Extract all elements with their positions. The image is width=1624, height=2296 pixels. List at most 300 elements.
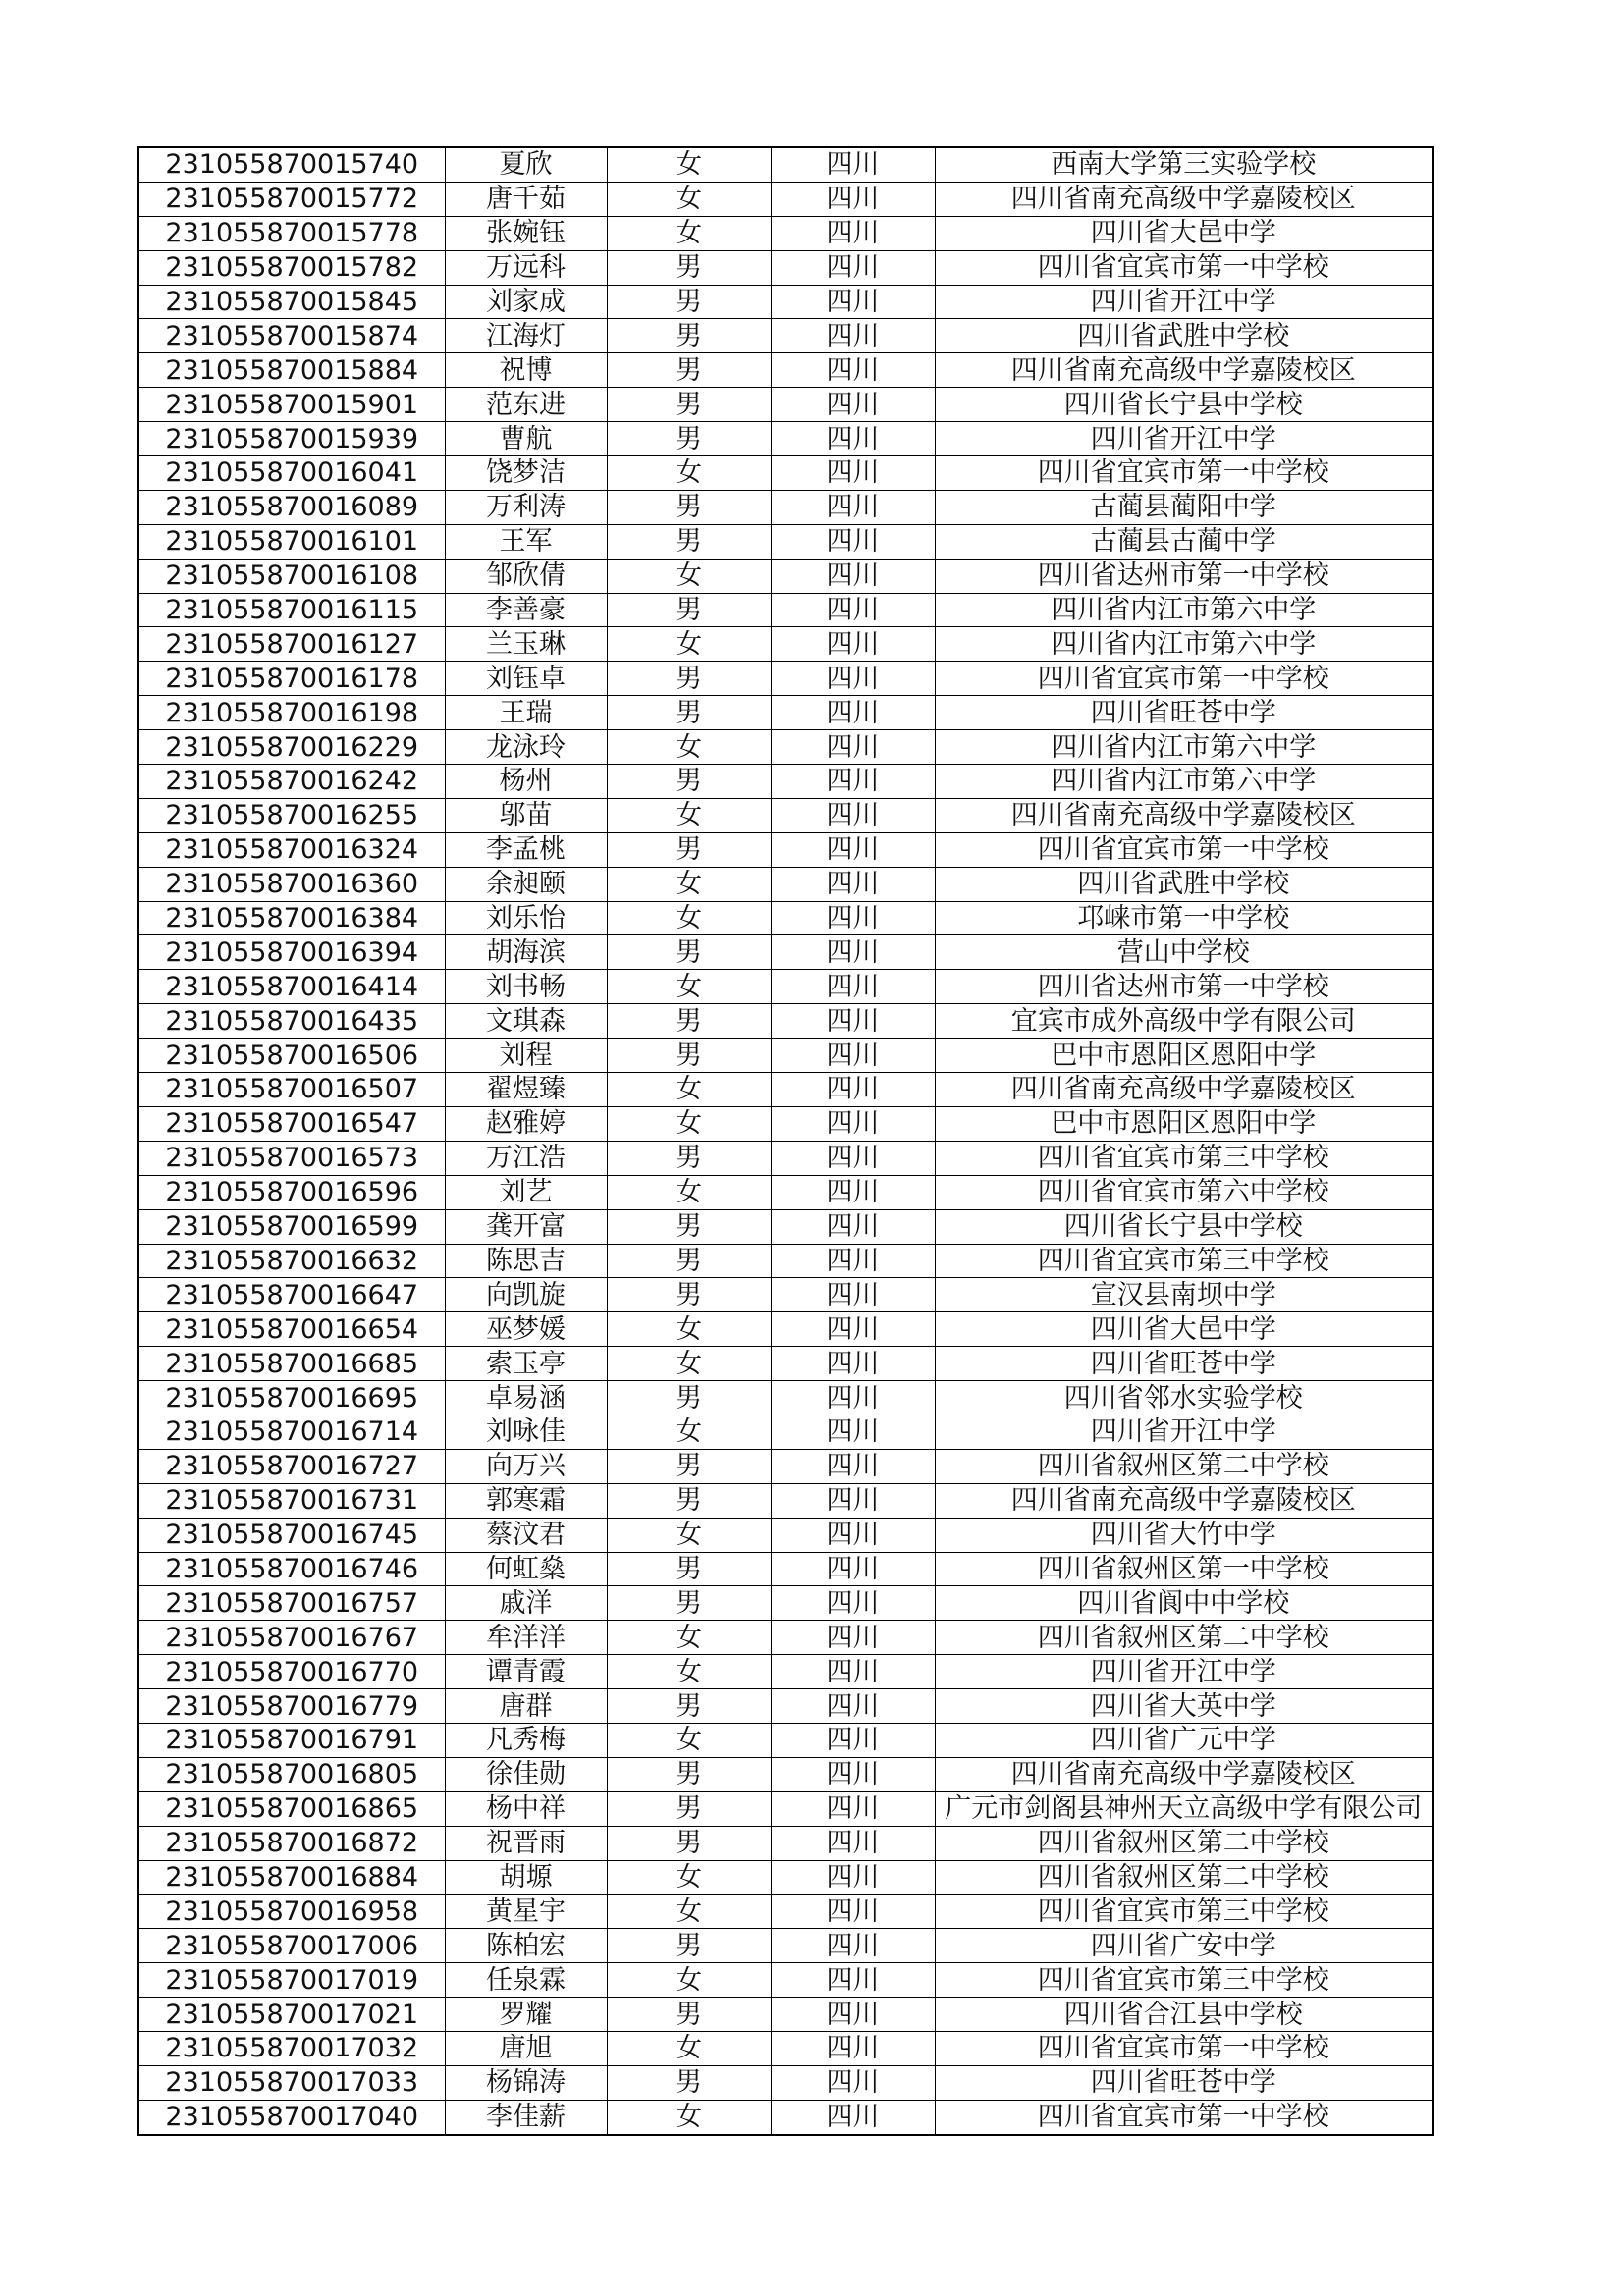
province-cell: 四川: [771, 1415, 935, 1449]
exam-id-cell: 231055870015845: [138, 285, 445, 319]
exam-id-cell: 231055870016127: [138, 627, 445, 662]
exam-id-cell: 231055870016779: [138, 1689, 445, 1724]
gender-cell: 女: [607, 730, 771, 765]
table-row: [138, 1757, 1433, 1791]
name-cell: 曹航: [445, 422, 607, 456]
province-cell: 四川: [771, 593, 935, 627]
name-cell: 戚洋: [445, 1586, 607, 1621]
school-cell: 四川省宜宾市第一中学校: [935, 2031, 1433, 2065]
school-cell: 四川省长宁县中学校: [935, 1209, 1433, 1244]
name-cell: 文琪森: [445, 1004, 607, 1039]
exam-id-cell: 231055870016360: [138, 867, 445, 901]
name-cell: 杨中祥: [445, 1791, 607, 1826]
table-row: [138, 1209, 1433, 1244]
table-row: [138, 1141, 1433, 1175]
school-cell: 四川省宜宾市第一中学校: [935, 456, 1433, 491]
gender-cell: 男: [607, 490, 771, 524]
table-row: [138, 1449, 1433, 1483]
province-cell: 四川: [771, 1929, 935, 1963]
province-cell: 四川: [771, 1998, 935, 2032]
province-cell: 四川: [771, 1757, 935, 1791]
province-cell: 四川: [771, 832, 935, 867]
province-cell: 四川: [771, 2031, 935, 2065]
name-cell: 刘乐怡: [445, 901, 607, 935]
gender-cell: 男: [607, 935, 771, 970]
table-row: [138, 1483, 1433, 1518]
exam-id-cell: 231055870016654: [138, 1312, 445, 1347]
exam-id-cell: 231055870016101: [138, 524, 445, 559]
gender-cell: 女: [607, 559, 771, 593]
school-cell: 四川省大英中学: [935, 1689, 1433, 1724]
exam-id-cell: 231055870017006: [138, 1929, 445, 1963]
school-cell: 四川省大邑中学: [935, 1312, 1433, 1347]
name-cell: 罗耀: [445, 1998, 607, 2032]
school-cell: 四川省叙州区第二中学校: [935, 1621, 1433, 1655]
exam-id-cell: 231055870016229: [138, 730, 445, 765]
gender-cell: 女: [607, 1723, 771, 1757]
gender-cell: 男: [607, 2065, 771, 2100]
province-cell: 四川: [771, 662, 935, 696]
table-row: [138, 1963, 1433, 1998]
gender-cell: 女: [607, 2100, 771, 2134]
province-cell: 四川: [771, 388, 935, 422]
table-row: [138, 353, 1433, 388]
gender-cell: 男: [607, 1381, 771, 1415]
province-cell: 四川: [771, 147, 935, 182]
school-cell: 古蔺县古蔺中学: [935, 524, 1433, 559]
school-cell: 四川省开江中学: [935, 1415, 1433, 1449]
school-cell: 四川省南充高级中学嘉陵校区: [935, 1073, 1433, 1107]
gender-cell: 男: [607, 1586, 771, 1621]
table-row: [138, 593, 1433, 627]
school-cell: 四川省邻水实验学校: [935, 1381, 1433, 1415]
name-cell: 范东进: [445, 388, 607, 422]
name-cell: 巫梦媛: [445, 1312, 607, 1347]
province-cell: 四川: [771, 2100, 935, 2134]
school-cell: 四川省武胜中学校: [935, 319, 1433, 353]
gender-cell: 男: [607, 593, 771, 627]
table-row: [138, 1689, 1433, 1724]
exam-id-cell: 231055870016791: [138, 1723, 445, 1757]
province-cell: 四川: [771, 1209, 935, 1244]
gender-cell: 男: [607, 1004, 771, 1039]
name-cell: 胡海滨: [445, 935, 607, 970]
name-cell: 祝晋雨: [445, 1826, 607, 1860]
exam-id-cell: 231055870015772: [138, 182, 445, 216]
name-cell: 翟煜臻: [445, 1073, 607, 1107]
school-cell: 四川省旺苍中学: [935, 1347, 1433, 1381]
name-cell: 向万兴: [445, 1449, 607, 1483]
province-cell: 四川: [771, 696, 935, 730]
exam-id-cell: 231055870016746: [138, 1552, 445, 1586]
province-cell: 四川: [771, 1449, 935, 1483]
gender-cell: 女: [607, 147, 771, 182]
school-cell: 四川省南充高级中学嘉陵校区: [935, 798, 1433, 832]
gender-cell: 男: [607, 1552, 771, 1586]
exam-id-cell: 231055870016731: [138, 1483, 445, 1518]
gender-cell: 男: [607, 1757, 771, 1791]
table-row: [138, 1860, 1433, 1895]
gender-cell: 男: [607, 1483, 771, 1518]
name-cell: 王瑞: [445, 696, 607, 730]
name-cell: 万远科: [445, 250, 607, 285]
school-cell: 四川省南充高级中学嘉陵校区: [935, 353, 1433, 388]
school-cell: 四川省叙州区第二中学校: [935, 1449, 1433, 1483]
school-cell: 四川省宜宾市第一中学校: [935, 832, 1433, 867]
name-cell: 饶梦洁: [445, 456, 607, 491]
exam-id-cell: 231055870017040: [138, 2100, 445, 2134]
gender-cell: 男: [607, 388, 771, 422]
table-row: [138, 388, 1433, 422]
province-cell: 四川: [771, 319, 935, 353]
exam-id-cell: 231055870016872: [138, 1826, 445, 1860]
table-row: [138, 765, 1433, 799]
exam-id-cell: 231055870016115: [138, 593, 445, 627]
gender-cell: 女: [607, 901, 771, 935]
school-cell: 四川省内江市第六中学: [935, 627, 1433, 662]
gender-cell: 男: [607, 1929, 771, 1963]
name-cell: 杨州: [445, 765, 607, 799]
school-cell: 四川省开江中学: [935, 422, 1433, 456]
province-cell: 四川: [771, 1483, 935, 1518]
gender-cell: 女: [607, 216, 771, 250]
province-cell: 四川: [771, 935, 935, 970]
gender-cell: 女: [607, 1347, 771, 1381]
exam-id-cell: 231055870016714: [138, 1415, 445, 1449]
table-row: [138, 319, 1433, 353]
gender-cell: 男: [607, 285, 771, 319]
name-cell: 徐佳勋: [445, 1757, 607, 1791]
table-row: [138, 1312, 1433, 1347]
table-body: [138, 147, 1433, 2135]
name-cell: 江海灯: [445, 319, 607, 353]
name-cell: 赵雅婷: [445, 1106, 607, 1141]
table-row: [138, 1244, 1433, 1278]
school-cell: 四川省武胜中学校: [935, 867, 1433, 901]
table-row: [138, 1415, 1433, 1449]
exam-id-cell: 231055870016506: [138, 1039, 445, 1073]
province-cell: 四川: [771, 1278, 935, 1312]
table-row: [138, 1073, 1433, 1107]
school-cell: 西南大学第三实验学校: [935, 147, 1433, 182]
school-cell: 宣汉县南坝中学: [935, 1278, 1433, 1312]
school-cell: 四川省南充高级中学嘉陵校区: [935, 1483, 1433, 1518]
province-cell: 四川: [771, 353, 935, 388]
province-cell: 四川: [771, 1175, 935, 1209]
gender-cell: 女: [607, 1312, 771, 1347]
province-cell: 四川: [771, 730, 935, 765]
exam-id-cell: 231055870016255: [138, 798, 445, 832]
school-cell: 营山中学校: [935, 935, 1433, 970]
student-list-table: [137, 146, 1434, 2136]
province-cell: 四川: [771, 1791, 935, 1826]
gender-cell: 女: [607, 1621, 771, 1655]
table-row: [138, 2065, 1433, 2100]
name-cell: 邬苗: [445, 798, 607, 832]
province-cell: 四川: [771, 1073, 935, 1107]
school-cell: 古蔺县蔺阳中学: [935, 490, 1433, 524]
name-cell: 兰玉琳: [445, 627, 607, 662]
province-cell: 四川: [771, 1723, 935, 1757]
exam-id-cell: 231055870017032: [138, 2031, 445, 2065]
gender-cell: 女: [607, 1073, 771, 1107]
name-cell: 万江浩: [445, 1141, 607, 1175]
table-row: [138, 182, 1433, 216]
exam-id-cell: 231055870016414: [138, 970, 445, 1004]
name-cell: 黄星宇: [445, 1895, 607, 1929]
province-cell: 四川: [771, 1004, 935, 1039]
school-cell: 巴中市恩阳区恩阳中学: [935, 1106, 1433, 1141]
exam-id-cell: 231055870016435: [138, 1004, 445, 1039]
gender-cell: 男: [607, 662, 771, 696]
province-cell: 四川: [771, 490, 935, 524]
exam-id-cell: 231055870016507: [138, 1073, 445, 1107]
province-cell: 四川: [771, 1106, 935, 1141]
table-row: [138, 559, 1433, 593]
table-row: [138, 1106, 1433, 1141]
province-cell: 四川: [771, 1244, 935, 1278]
school-cell: 四川省达州市第一中学校: [935, 559, 1433, 593]
school-cell: 四川省广元中学: [935, 1723, 1433, 1757]
exam-id-cell: 231055870016685: [138, 1347, 445, 1381]
exam-id-cell: 231055870016596: [138, 1175, 445, 1209]
exam-id-cell: 231055870015939: [138, 422, 445, 456]
table-row: [138, 1552, 1433, 1586]
province-cell: 四川: [771, 1826, 935, 1860]
table-row: [138, 662, 1433, 696]
school-cell: 邛崃市第一中学校: [935, 901, 1433, 935]
table-row: [138, 2100, 1433, 2134]
name-cell: 唐千茹: [445, 182, 607, 216]
name-cell: 李孟桃: [445, 832, 607, 867]
school-cell: 四川省旺苍中学: [935, 696, 1433, 730]
exam-id-cell: 231055870016198: [138, 696, 445, 730]
name-cell: 刘程: [445, 1039, 607, 1073]
table-row: [138, 1175, 1433, 1209]
name-cell: 陈思吉: [445, 1244, 607, 1278]
gender-cell: 男: [607, 765, 771, 799]
province-cell: 四川: [771, 182, 935, 216]
name-cell: 刘家成: [445, 285, 607, 319]
exam-id-cell: 231055870015874: [138, 319, 445, 353]
exam-id-cell: 231055870016573: [138, 1141, 445, 1175]
gender-cell: 女: [607, 627, 771, 662]
school-cell: 广元市剑阁县神州天立高级中学有限公司: [935, 1791, 1433, 1826]
exam-id-cell: 231055870015782: [138, 250, 445, 285]
exam-id-cell: 231055870016865: [138, 1791, 445, 1826]
gender-cell: 男: [607, 524, 771, 559]
gender-cell: 男: [607, 1449, 771, 1483]
exam-id-cell: 231055870016727: [138, 1449, 445, 1483]
school-cell: 四川省开江中学: [935, 1655, 1433, 1689]
gender-cell: 女: [607, 1175, 771, 1209]
exam-id-cell: 231055870016178: [138, 662, 445, 696]
exam-id-cell: 231055870017021: [138, 1998, 445, 2032]
table-row: [138, 1826, 1433, 1860]
gender-cell: 男: [607, 250, 771, 285]
province-cell: 四川: [771, 524, 935, 559]
name-cell: 张婉钰: [445, 216, 607, 250]
exam-id-cell: 231055870016958: [138, 1895, 445, 1929]
province-cell: 四川: [771, 970, 935, 1004]
gender-cell: 男: [607, 1278, 771, 1312]
table-row: [138, 1381, 1433, 1415]
name-cell: 陈柏宏: [445, 1929, 607, 1963]
name-cell: 任泉霖: [445, 1963, 607, 1998]
table-row: [138, 1278, 1433, 1312]
exam-id-cell: 231055870017019: [138, 1963, 445, 1998]
table-row: [138, 1655, 1433, 1689]
gender-cell: 男: [607, 696, 771, 730]
school-cell: 四川省旺苍中学: [935, 2065, 1433, 2100]
gender-cell: 女: [607, 456, 771, 491]
table-row: [138, 1723, 1433, 1757]
province-cell: 四川: [771, 1655, 935, 1689]
table-row: [138, 901, 1433, 935]
school-cell: 四川省南充高级中学嘉陵校区: [935, 182, 1433, 216]
school-cell: 巴中市恩阳区恩阳中学: [935, 1039, 1433, 1073]
name-cell: 龙泳玲: [445, 730, 607, 765]
table-row: [138, 422, 1433, 456]
exam-id-cell: 231055870015778: [138, 216, 445, 250]
name-cell: 谭青霞: [445, 1655, 607, 1689]
gender-cell: 男: [607, 422, 771, 456]
exam-id-cell: 231055870015740: [138, 147, 445, 182]
gender-cell: 男: [607, 1998, 771, 2032]
exam-id-cell: 231055870016695: [138, 1381, 445, 1415]
province-cell: 四川: [771, 2065, 935, 2100]
exam-id-cell: 231055870016745: [138, 1518, 445, 1552]
province-cell: 四川: [771, 901, 935, 935]
name-cell: 凡秀梅: [445, 1723, 607, 1757]
gender-cell: 女: [607, 1963, 771, 1998]
gender-cell: 女: [607, 1895, 771, 1929]
school-cell: 四川省宜宾市第三中学校: [935, 1141, 1433, 1175]
province-cell: 四川: [771, 1381, 935, 1415]
gender-cell: 男: [607, 832, 771, 867]
table-row: [138, 490, 1433, 524]
gender-cell: 女: [607, 867, 771, 901]
school-cell: 四川省大竹中学: [935, 1518, 1433, 1552]
table-row: [138, 1586, 1433, 1621]
school-cell: 四川省内江市第六中学: [935, 730, 1433, 765]
name-cell: 何虹燊: [445, 1552, 607, 1586]
school-cell: 四川省达州市第一中学校: [935, 970, 1433, 1004]
school-cell: 四川省宜宾市第三中学校: [935, 1244, 1433, 1278]
exam-id-cell: 231055870016632: [138, 1244, 445, 1278]
province-cell: 四川: [771, 627, 935, 662]
school-cell: 四川省南充高级中学嘉陵校区: [935, 1757, 1433, 1791]
gender-cell: 男: [607, 1039, 771, 1073]
exam-id-cell: 231055870016767: [138, 1621, 445, 1655]
school-cell: 四川省宜宾市第一中学校: [935, 250, 1433, 285]
table-row: [138, 935, 1433, 970]
exam-id-cell: 231055870016757: [138, 1586, 445, 1621]
table-row: [138, 696, 1433, 730]
gender-cell: 男: [607, 353, 771, 388]
gender-cell: 男: [607, 1791, 771, 1826]
school-cell: 四川省广安中学: [935, 1929, 1433, 1963]
name-cell: 郭寒霜: [445, 1483, 607, 1518]
province-cell: 四川: [771, 1552, 935, 1586]
exam-id-cell: 231055870016041: [138, 456, 445, 491]
exam-id-cell: 231055870016242: [138, 765, 445, 799]
school-cell: 宜宾市成外高级中学有限公司: [935, 1004, 1433, 1039]
exam-id-cell: 231055870016770: [138, 1655, 445, 1689]
gender-cell: 男: [607, 319, 771, 353]
province-cell: 四川: [771, 250, 935, 285]
table-row: [138, 1004, 1433, 1039]
province-cell: 四川: [771, 1141, 935, 1175]
table-row: [138, 2031, 1433, 2065]
gender-cell: 男: [607, 1244, 771, 1278]
name-cell: 刘书畅: [445, 970, 607, 1004]
school-cell: 四川省宜宾市第一中学校: [935, 2100, 1433, 2134]
table-row: [138, 730, 1433, 765]
name-cell: 王军: [445, 524, 607, 559]
school-cell: 四川省宜宾市第三中学校: [935, 1963, 1433, 1998]
name-cell: 卓易涵: [445, 1381, 607, 1415]
table-row: [138, 1929, 1433, 1963]
name-cell: 邹欣倩: [445, 559, 607, 593]
gender-cell: 男: [607, 1689, 771, 1724]
name-cell: 李善豪: [445, 593, 607, 627]
exam-id-cell: 231055870015901: [138, 388, 445, 422]
table-row: [138, 147, 1433, 182]
exam-id-cell: 231055870017033: [138, 2065, 445, 2100]
gender-cell: 女: [607, 798, 771, 832]
province-cell: 四川: [771, 1039, 935, 1073]
table-row: [138, 970, 1433, 1004]
name-cell: 索玉亭: [445, 1347, 607, 1381]
school-cell: 四川省阆中中学校: [935, 1586, 1433, 1621]
table-row: [138, 456, 1433, 491]
name-cell: 胡塬: [445, 1860, 607, 1895]
table-row: [138, 1347, 1433, 1381]
exam-id-cell: 231055870015884: [138, 353, 445, 388]
gender-cell: 女: [607, 182, 771, 216]
name-cell: 刘咏佳: [445, 1415, 607, 1449]
exam-id-cell: 231055870016884: [138, 1860, 445, 1895]
gender-cell: 女: [607, 1518, 771, 1552]
exam-id-cell: 231055870016394: [138, 935, 445, 970]
gender-cell: 女: [607, 1655, 771, 1689]
province-cell: 四川: [771, 1586, 935, 1621]
gender-cell: 男: [607, 1826, 771, 1860]
table-row: [138, 1621, 1433, 1655]
name-cell: 刘艺: [445, 1175, 607, 1209]
province-cell: 四川: [771, 456, 935, 491]
exam-id-cell: 231055870016805: [138, 1757, 445, 1791]
school-cell: 四川省大邑中学: [935, 216, 1433, 250]
school-cell: 四川省长宁县中学校: [935, 388, 1433, 422]
school-cell: 四川省宜宾市第三中学校: [935, 1895, 1433, 1929]
table-row: [138, 1518, 1433, 1552]
table-row: [138, 524, 1433, 559]
province-cell: 四川: [771, 559, 935, 593]
name-cell: 龚开富: [445, 1209, 607, 1244]
province-cell: 四川: [771, 1689, 935, 1724]
province-cell: 四川: [771, 867, 935, 901]
province-cell: 四川: [771, 1347, 935, 1381]
gender-cell: 女: [607, 1106, 771, 1141]
gender-cell: 女: [607, 2031, 771, 2065]
province-cell: 四川: [771, 422, 935, 456]
province-cell: 四川: [771, 1621, 935, 1655]
name-cell: 刘钰卓: [445, 662, 607, 696]
table-row: [138, 1791, 1433, 1826]
name-cell: 夏欣: [445, 147, 607, 182]
